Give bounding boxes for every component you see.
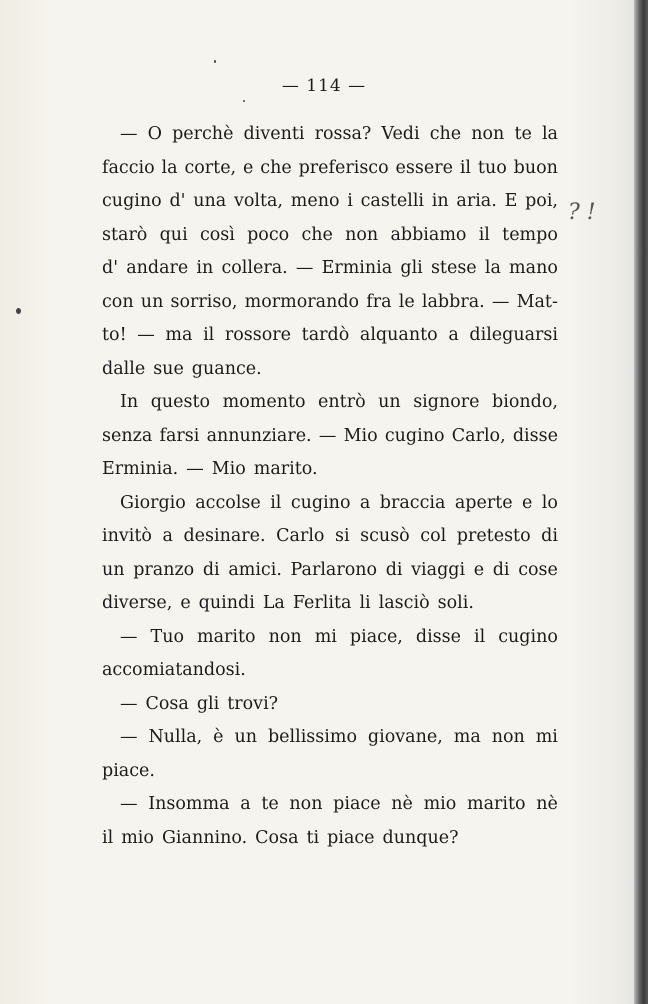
word: Tuo xyxy=(150,626,184,647)
word: E xyxy=(504,191,518,211)
word: non xyxy=(491,727,525,747)
word: buon xyxy=(513,157,558,178)
word: cose xyxy=(518,559,558,580)
word: bellissimo xyxy=(267,727,357,747)
word: Cosa xyxy=(255,827,299,848)
word: — xyxy=(186,459,204,479)
text-line xyxy=(102,554,558,588)
word: il xyxy=(478,224,490,245)
word: il xyxy=(270,492,282,513)
word: piace xyxy=(333,794,381,814)
word: gli xyxy=(400,258,423,278)
text-line xyxy=(102,420,558,454)
word: signore xyxy=(413,392,480,412)
word: momento xyxy=(222,392,306,412)
word: Erminia xyxy=(321,258,393,278)
word: aria. xyxy=(456,191,497,211)
word: biondo, xyxy=(492,392,558,412)
word: poco xyxy=(247,224,290,245)
word: cugino xyxy=(498,626,558,647)
word: di xyxy=(385,559,403,580)
word: il xyxy=(459,157,472,178)
word: te xyxy=(261,794,279,814)
word: Vedi xyxy=(381,124,420,144)
word: Giorgio xyxy=(120,492,186,513)
word: quindi xyxy=(198,593,255,613)
word: fra xyxy=(366,291,392,312)
word: di xyxy=(202,559,220,580)
word: diventi xyxy=(243,124,305,144)
word: si xyxy=(335,526,350,546)
word: Mio xyxy=(343,425,378,446)
word: ma xyxy=(453,727,481,747)
word: cugino xyxy=(102,191,162,211)
word: rossa? xyxy=(314,124,372,144)
body-text xyxy=(102,118,558,855)
text-line xyxy=(102,487,558,521)
word: in xyxy=(196,258,214,278)
word: un xyxy=(140,291,164,312)
word: meno xyxy=(290,191,340,211)
word: qui xyxy=(159,224,188,245)
word: disse xyxy=(415,626,461,647)
word: invitò xyxy=(102,526,152,546)
word: perchè xyxy=(172,124,234,144)
word: trovi? xyxy=(227,693,279,714)
word: volta, xyxy=(233,191,283,211)
word: andare xyxy=(126,258,189,278)
word: diverse, xyxy=(102,593,173,613)
word: con xyxy=(102,291,134,312)
word: mio xyxy=(423,794,457,814)
word: soli. xyxy=(437,593,474,613)
word: alquanto xyxy=(359,325,438,345)
word: collera. xyxy=(221,258,288,278)
word: stese xyxy=(430,258,477,278)
word: cugino xyxy=(290,492,351,513)
word: braccia xyxy=(379,492,446,513)
word: dunque? xyxy=(382,827,459,848)
word: d' xyxy=(169,191,186,211)
word: piace, xyxy=(349,626,403,647)
word: il xyxy=(474,626,486,647)
word: starò xyxy=(102,224,148,245)
word: a xyxy=(448,325,459,345)
word: Mat- xyxy=(516,291,558,312)
text-line xyxy=(102,152,558,186)
word: Carlo, xyxy=(451,425,506,446)
word: e xyxy=(243,157,254,178)
word: ti xyxy=(306,827,320,848)
text-line xyxy=(102,386,558,420)
word: i xyxy=(347,191,353,211)
text-line xyxy=(102,654,558,688)
word: — xyxy=(491,291,510,312)
word: to! xyxy=(102,325,127,345)
word: — xyxy=(318,425,337,446)
text-line xyxy=(102,185,558,219)
word: abbiamo xyxy=(390,224,467,245)
word: che xyxy=(260,157,292,178)
word: — xyxy=(295,258,314,278)
word: il xyxy=(102,827,114,848)
word: lo xyxy=(541,492,558,513)
word: poi, xyxy=(525,191,558,211)
word: e xyxy=(180,593,191,613)
word: lasciò xyxy=(378,593,430,613)
word: Ferlita xyxy=(292,593,352,613)
word: e xyxy=(522,492,533,513)
word: entrò xyxy=(318,392,366,412)
paper-speck xyxy=(16,308,21,314)
word: Carlo xyxy=(276,526,325,546)
word: pretesto xyxy=(456,526,531,546)
word: tardò xyxy=(301,325,350,345)
word: il xyxy=(203,325,215,345)
text-line xyxy=(102,755,558,789)
page-binding-edge xyxy=(634,0,648,1004)
word: Nulla, xyxy=(148,727,203,747)
word: non xyxy=(289,794,323,814)
word: che xyxy=(301,224,333,245)
word: — xyxy=(120,124,138,144)
word: ma xyxy=(165,325,193,345)
word: la xyxy=(161,157,178,178)
word: Erminia. xyxy=(102,459,179,479)
word: un xyxy=(102,559,125,580)
word: nè xyxy=(391,794,413,814)
word: disse xyxy=(512,425,558,446)
text-line xyxy=(102,319,558,353)
word: — xyxy=(120,727,138,747)
word: a xyxy=(240,794,251,814)
word: aperte xyxy=(454,492,513,513)
word: mi xyxy=(535,727,558,747)
word: — xyxy=(120,626,138,647)
word: piace xyxy=(327,827,375,848)
paper-speck xyxy=(243,100,245,102)
word: dalle xyxy=(102,358,146,379)
text-line xyxy=(102,118,558,152)
page-number: — 114 — xyxy=(281,76,367,96)
word: un xyxy=(378,392,401,412)
word: annunziare. xyxy=(206,425,312,446)
text-line xyxy=(102,621,558,655)
text-line xyxy=(102,219,558,253)
word: — xyxy=(120,693,138,714)
margin-annotation: ? ! xyxy=(568,200,596,225)
word: sue xyxy=(153,358,184,379)
word: scusò xyxy=(360,526,410,546)
word: amici. xyxy=(228,559,282,580)
paper-speck xyxy=(214,60,216,63)
word: mi xyxy=(314,626,337,647)
word: corte, xyxy=(184,157,237,178)
word: gli xyxy=(196,693,220,714)
word: giovane, xyxy=(367,727,443,747)
word: labbra. xyxy=(421,291,485,312)
word: Cosa xyxy=(145,693,189,714)
word: cugino xyxy=(384,425,445,446)
word: marito. xyxy=(253,459,318,479)
word: non xyxy=(345,224,379,245)
word: viaggi xyxy=(411,559,466,580)
word: preferisco xyxy=(298,157,389,178)
word: pranzo xyxy=(133,559,195,580)
word: a xyxy=(162,526,173,546)
word: marito xyxy=(467,794,526,814)
word: — xyxy=(137,325,155,345)
word: le xyxy=(398,291,415,312)
word: accolse xyxy=(195,492,261,513)
word: e xyxy=(473,559,485,580)
word: farsi xyxy=(159,425,200,446)
word: un xyxy=(234,727,257,747)
word: Parlarono xyxy=(290,559,378,580)
text-line xyxy=(102,822,558,856)
text-line xyxy=(102,788,558,822)
word: una xyxy=(193,191,227,211)
word: mormorando xyxy=(244,291,360,312)
word: tuo xyxy=(477,157,507,178)
word: col xyxy=(420,526,447,546)
word: essere xyxy=(395,157,453,178)
word: a xyxy=(359,492,371,513)
word: guance. xyxy=(191,358,262,379)
word: è xyxy=(213,727,224,747)
word: d' xyxy=(102,258,119,278)
text-line xyxy=(102,520,558,554)
word: così xyxy=(199,224,235,245)
text-line xyxy=(102,721,558,755)
word: desinare. xyxy=(183,526,266,546)
word: Insomma xyxy=(148,794,230,814)
word: che xyxy=(429,124,462,144)
word: la xyxy=(484,258,501,278)
word: in xyxy=(431,191,449,211)
word: questo xyxy=(150,392,211,412)
word: nè xyxy=(536,794,558,814)
word: la xyxy=(541,124,558,144)
word: Giannino. xyxy=(161,827,248,848)
word: Mio xyxy=(211,459,246,479)
word: sorriso, xyxy=(170,291,238,312)
word: tempo xyxy=(502,224,558,245)
word: — xyxy=(120,794,138,814)
word: accomiatandosi. xyxy=(102,660,246,680)
text-line xyxy=(102,286,558,320)
word: marito xyxy=(197,626,256,647)
word: piace. xyxy=(102,760,155,781)
word: faccio xyxy=(102,157,155,178)
word: di xyxy=(541,526,558,546)
word: rossore xyxy=(224,325,292,345)
word: castelli xyxy=(360,191,425,211)
word: non xyxy=(268,626,302,647)
word: dileguarsi xyxy=(469,325,558,345)
text-line xyxy=(102,688,558,722)
text-line xyxy=(102,587,558,621)
word: te xyxy=(514,124,532,144)
word: mano xyxy=(509,258,558,278)
text-line xyxy=(102,252,558,286)
word: La xyxy=(262,593,285,613)
word: di xyxy=(492,559,510,580)
word: O xyxy=(147,124,162,144)
word: senza xyxy=(102,425,153,446)
word: non xyxy=(471,124,505,144)
word: In xyxy=(120,392,139,412)
text-line xyxy=(102,353,558,387)
text-line xyxy=(102,453,558,487)
word: mio xyxy=(121,827,154,848)
word: li xyxy=(359,593,371,613)
